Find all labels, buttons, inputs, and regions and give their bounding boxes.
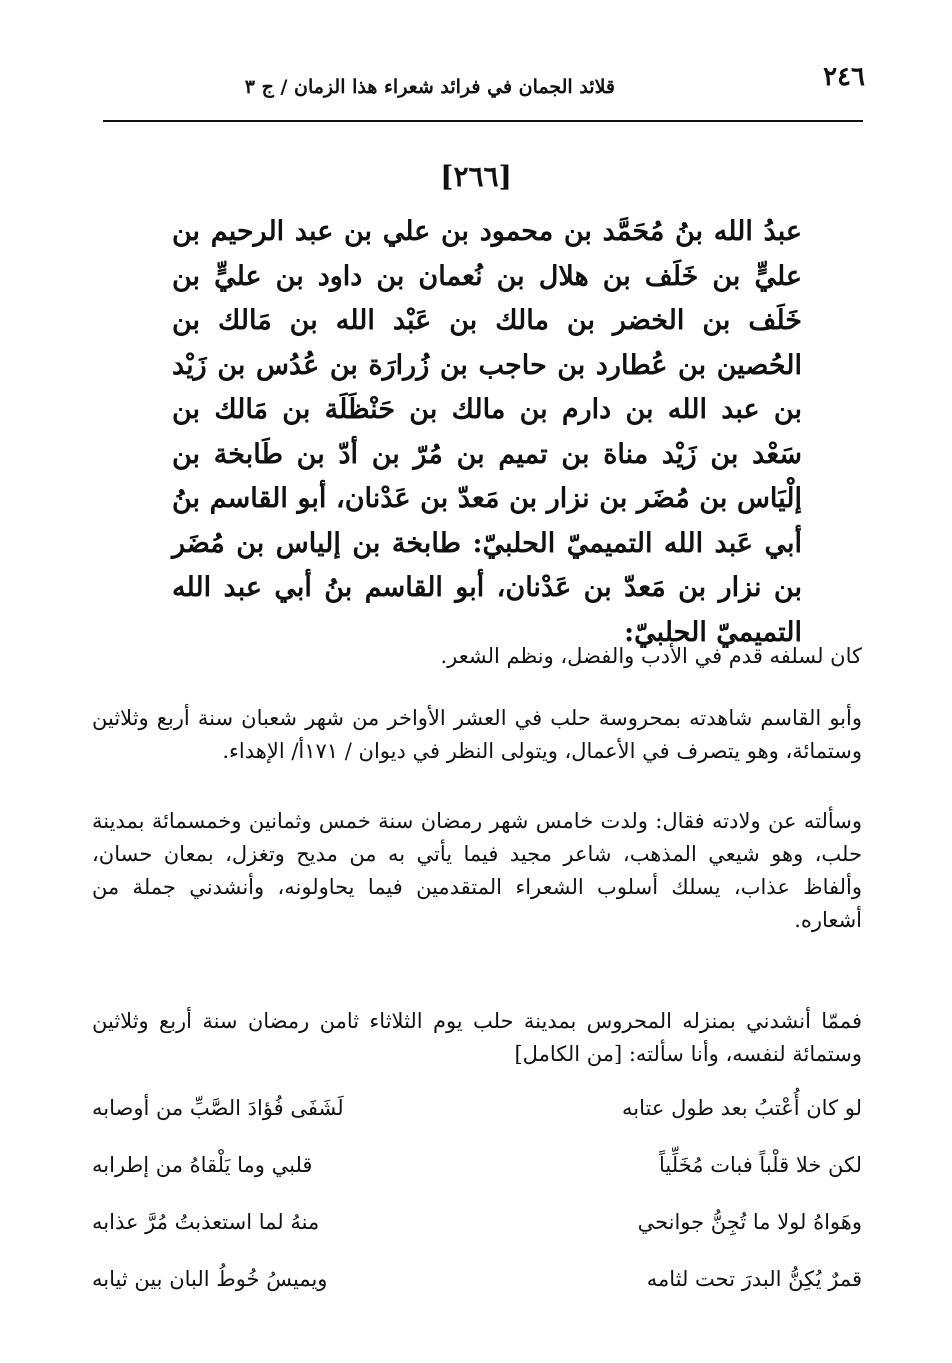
poem-hemistich-first: قمرٌ يُكِنُّ البدرَ تحت لثامه — [646, 1267, 862, 1291]
paragraph-meeting: وأبو القاسم شاهدته بمحروسة حلب في العشر الأواخر من شهر شعبان سنة أربع وثلاثين وستمائة، وهو يتصرف في الأعمال، ويتولى النظر في ديوان / ١٧١أ/ الإهداء. — [92, 706, 862, 763]
poem-hemistich-first: لكن خلا قلْباً فبات مُخَلِّياً — [659, 1153, 862, 1177]
poem-hemistich-second: منهُ لما استعذبتُ مُرَّ عذابه — [92, 1210, 320, 1234]
poem-hemistich-first: لو كان أُعْتبُ بعد طول عتابه — [622, 1096, 862, 1120]
poem-hemistich-second: قلبي وما يَلْقاهُ من إطرابه — [92, 1153, 313, 1177]
poem-verse — [92, 1210, 862, 1267]
running-title: قلائد الجمان في فرائد شعراء هذا الزمان / ج ٣ — [244, 76, 615, 98]
page-header — [100, 62, 865, 102]
poem-hemistich-second: لَشَفَى فُؤادَ الصَّبِّ من أوصابه — [92, 1096, 344, 1120]
header-rule — [103, 120, 863, 122]
page-number: ٢٤٦ — [823, 62, 865, 92]
poem-verse — [92, 1096, 862, 1153]
poem-hemistich-second: ويميسُ خُوطُ البان بين ثيابه — [92, 1267, 328, 1291]
poem — [92, 1096, 862, 1324]
poem-hemistich-first: وهَواهُ لولا ما تُجِنُّ جوانحي — [637, 1210, 862, 1234]
paragraph-intro: كان لسلفه قدم في الأدب والفضل، ونظم الشعر. — [440, 644, 862, 668]
paragraph-recitation: فممّا أنشدني بمنزله المحروس بمدينة حلب يوم الثلاثاء ثامن رمضان سنة أربع وثلاثين وستمائة لنفسه، وأنا سألته: [من الكامل] — [92, 1009, 862, 1066]
entry-number: [٢٦٦] — [440, 160, 512, 193]
paragraph-birth: وسألته عن ولادته فقال: ولدت خامس شهر رمضان سنة خمس وثمانين وخمسمائة بمدينة حلب، وهو شيعي المذهب، شاعر مجيد فيما يأتي به من مديح وتغزل، بمعان حسان، وألفاظ عذاب، يسلك أسلوب الشعراء المتقدمين فيما يحاولونه، وأنشدني جملة من أشعاره. — [92, 809, 862, 932]
poem-verse — [92, 1153, 862, 1210]
entry-lineage: عبدُ الله بنُ مُحَمَّد بن محمود بن علي بن عبد الرحيم بن عليٍّ بن خَلَف بن هلال بن نُعمان بن داود بن عليٍّ بن خَلَف بن الخضر بن مالك بن عَبْد الله بن مَالك بن الحُصين بن عُطارد بن حاجب بن زُرارَة بن عُدُس بن زَيْد بن عبد الله بن دارم بن مالك بن حَنْظَلَة بن مَالك بن سَعْد بن زَيْد مناة بن تميم بن مُرّ بن أدّ بن طَابخة بن إلْيَاس بن مُضَر بن نزار بن مَعدّ بن عَدْنان، أبو القاسم بنُ أبي عَبد الله التميميّ الحلبيّ: طابخة بن إلياس بن مُضَر بن نزار بن مَعدّ بن عَدْنان، أبو القاسم بنُ أبي عبد الله التميميّ الحلبيّ: — [172, 216, 802, 648]
poem-verse — [92, 1267, 862, 1324]
